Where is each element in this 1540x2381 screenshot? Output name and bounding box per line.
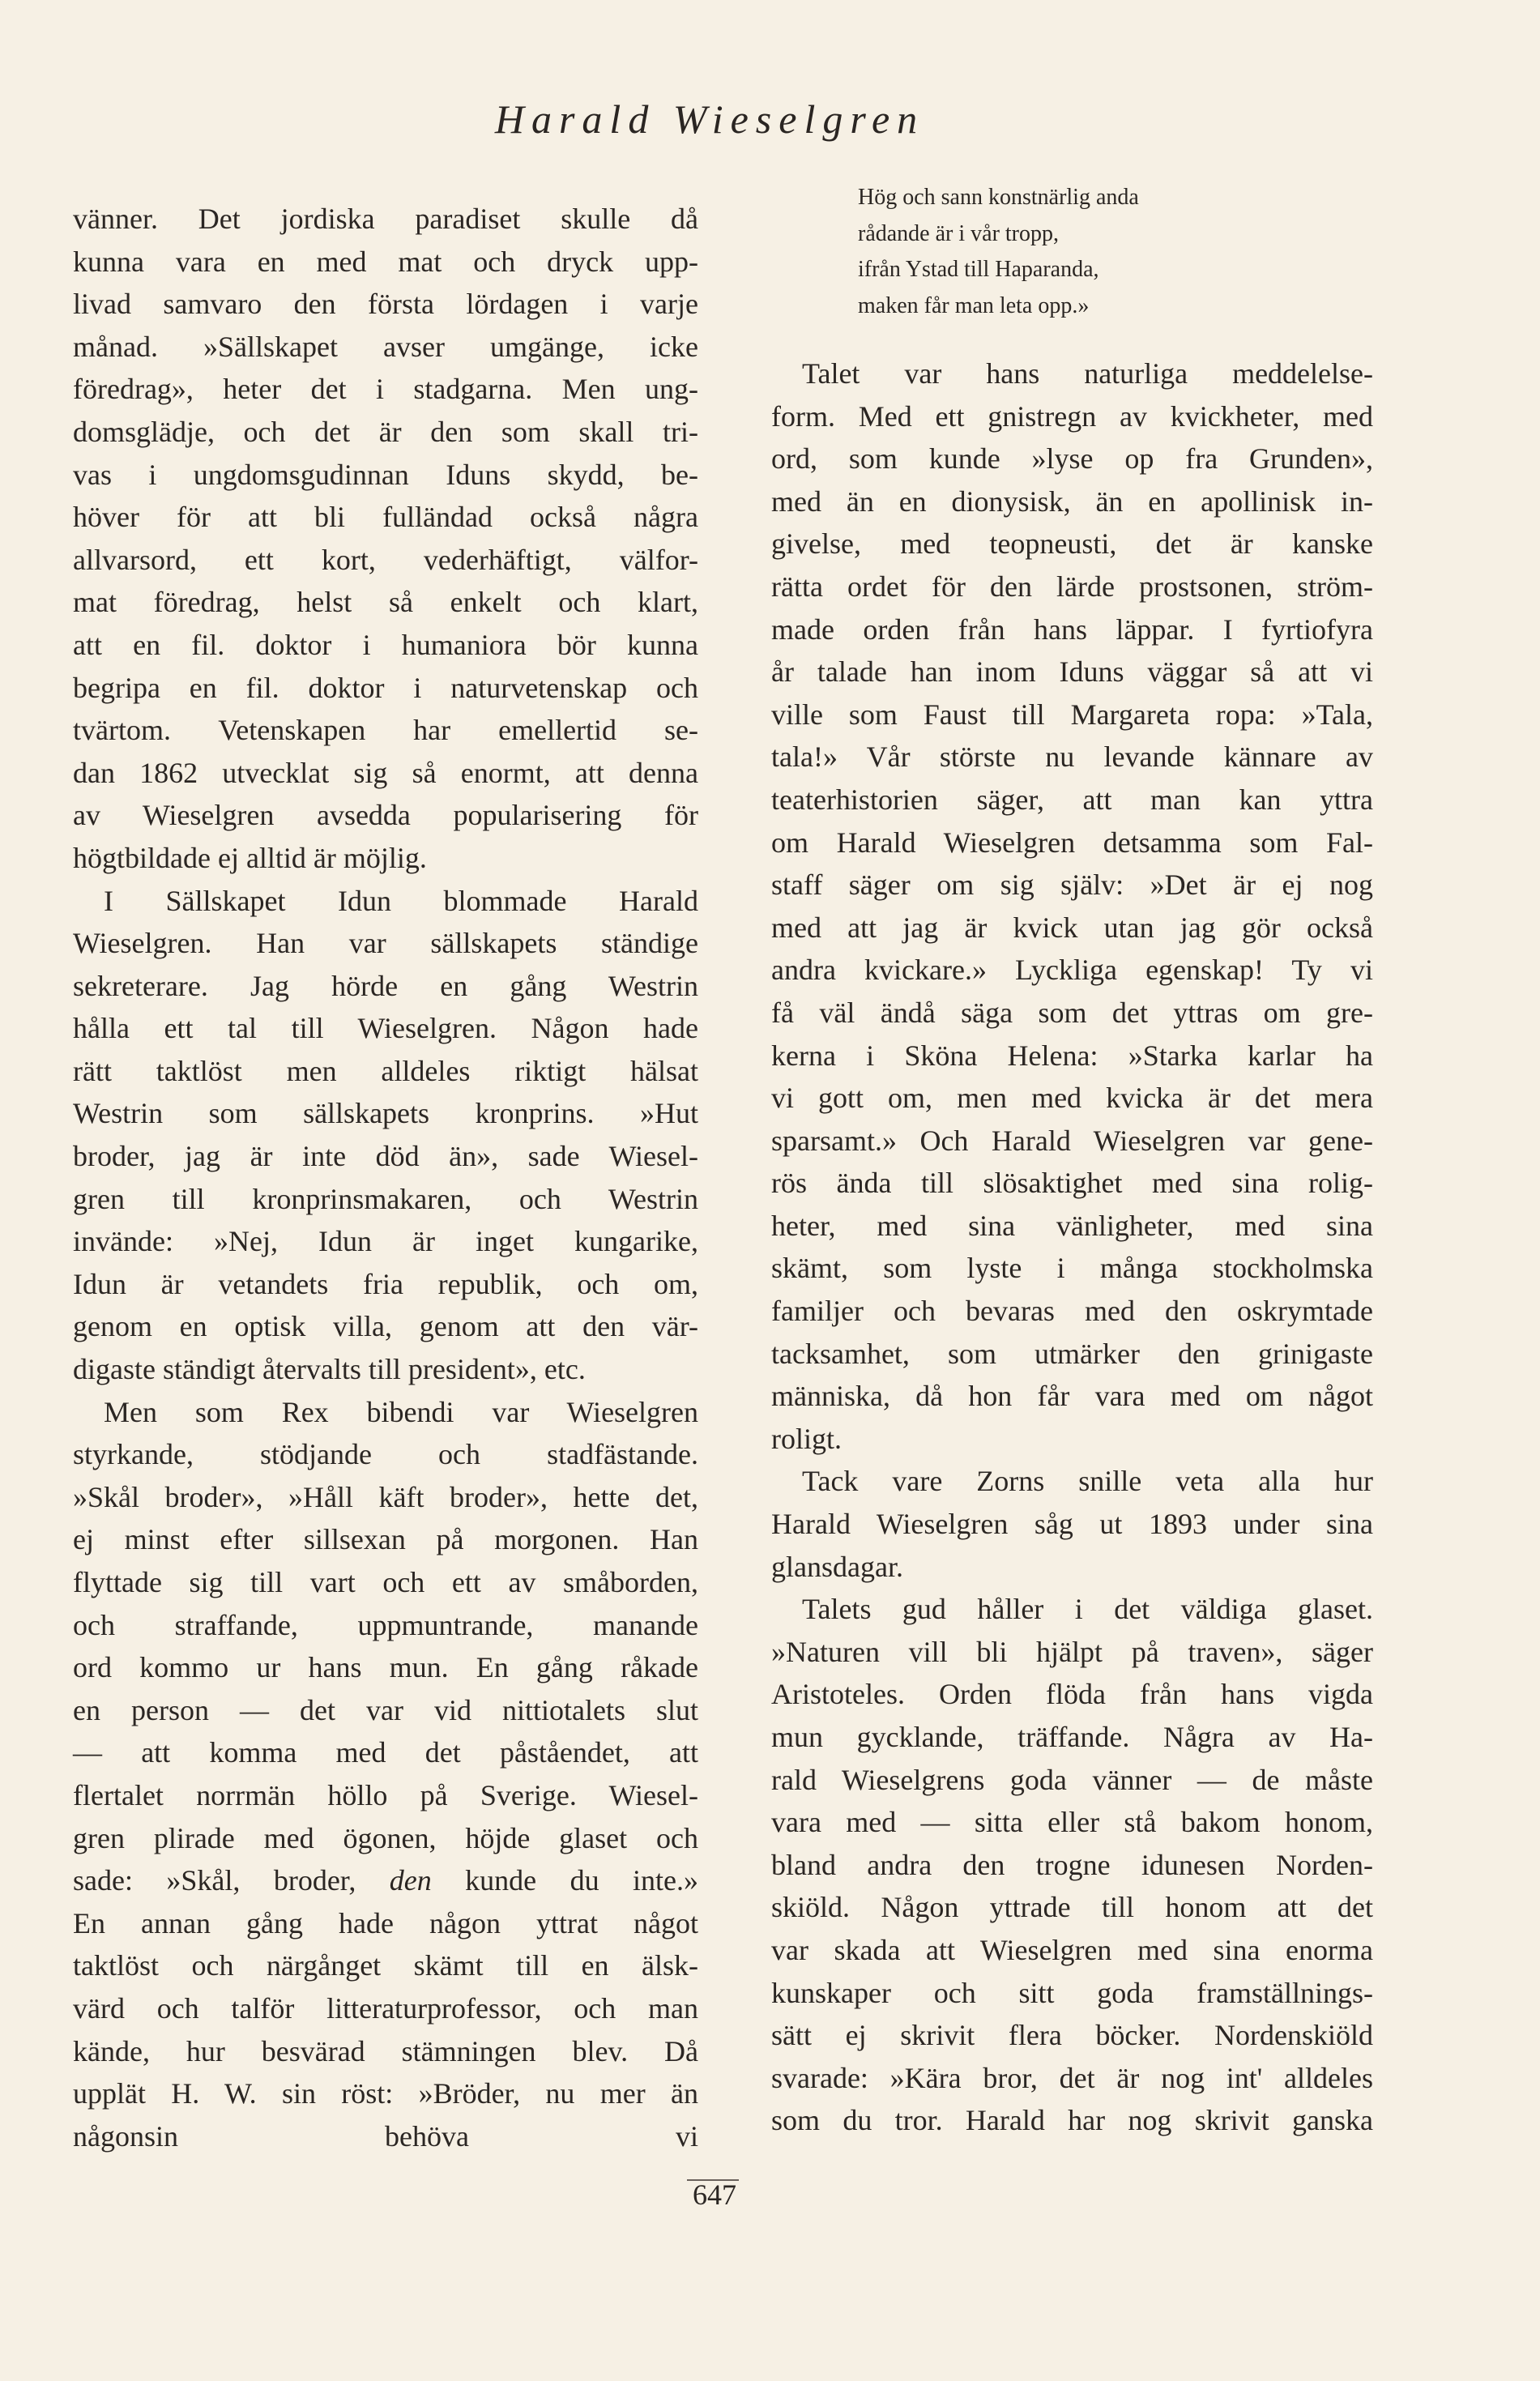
text-line: genom en optisk villa, genom att den vär- [73,1310,698,1343]
text-line: rätt taktlöst men alldeles riktigt hälsat [73,1054,698,1087]
text-line: Aristoteles. Orden flöda från hans vigda [771,1678,1373,1711]
text-line: allvarsord, ett kort, vederhäftigt, välfor- [73,543,698,576]
text-line: år talade han inom Iduns väggar så att vi [771,655,1373,689]
text-line: kände, hur besvärad stämningen blev. Då [73,2034,698,2067]
text-line: sekreterare. Jag hörde en gång Westrin [73,969,698,1002]
text-line: rald Wieselgrens goda vänner — de måste [771,1763,1373,1796]
text-line: glansdagar. [771,1550,903,1583]
text-line [73,1859,698,1902]
text-line: I Sällskapet Idun blommade Harald [104,884,698,917]
paragraph [771,1460,1373,1588]
text-line: om Harald Wieselgren detsamma som Fal- [771,826,1373,859]
text-line: bland andra den trogne idunesen Norden- [771,1848,1373,1881]
text-line: någonsin behöva vi [73,2119,698,2153]
text-line: Talets gud håller i det väldiga glaset. [802,1593,1373,1626]
text-line: »Naturen vill bli hjälpt på traven», säger [771,1635,1373,1668]
text-line: med att jag är kvick utan jag gör också [771,911,1373,944]
text-line: tala!» Vår störste nu levande kännare av [771,740,1373,774]
text-line: teaterhistorien säger, att man kan yttra [771,783,1373,816]
text-line: »Skål broder», »Håll käft broder», hette det, [73,1480,698,1513]
text-line: gren till kronprinsmakaren, och Westrin [73,1182,698,1215]
text-line: vas i ungdomsgudinnan Iduns skydd, be- [73,458,698,491]
text-line: sparsamt.» Och Harald Wieselgren var gene- [771,1124,1373,1157]
text-line: rätta ordet för den lärde prostsonen, ström- [771,570,1373,603]
left-column [73,198,698,2157]
running-title: Harald Wieselgren [494,96,925,142]
text-line: Talet var hans naturliga meddelelse- [802,357,1373,390]
text-line: andra kvickare.» Lyckliga egenskap! Ty vi [771,954,1373,987]
text-line: flyttade sig till vart och ett av småborden, [73,1566,698,1598]
verse-line: maken får man leta opp.» [858,292,1090,318]
text-line: svarade: »Kära bror, det är nog int' alldeles [771,2061,1373,2094]
right-column [771,352,1373,2142]
text-line: vi gott om, men med kvicka är det mera [771,1082,1373,1115]
text-line: Men som Rex bibendi var Wieselgren [104,1395,698,1428]
text-segment: sade: »Skål, broder, [73,1864,390,1897]
text-line: som du tror. Harald har nog skrivit ganska [771,2104,1373,2137]
text-line: att en fil. doktor i humaniora bör kunna [73,628,698,661]
text-line: människa, då hon får vara med om något [771,1380,1373,1413]
text-line: styrkande, stödjande och stadfästande. [73,1438,698,1471]
text-line: Harald Wieselgren såg ut 1893 under sina [771,1508,1373,1541]
text-line: värd och talför litteraturprofessor, och man [73,1991,698,2025]
text-line: upplät H. W. sin röst: »Bröder, nu mer än [73,2077,698,2110]
text-line: begripa en fil. doktor i naturvetenskap och [73,671,698,704]
text-line: skämt, som lyste i många stockholmska [771,1252,1373,1285]
verse-line: Hög och sann konstnärlig anda [858,185,1139,210]
text-line: en person — det var vid nittiotalets slut [73,1693,698,1726]
text-line: digaste ständigt återvalts till president», etc. [73,1353,586,1386]
paragraph [771,352,1373,1460]
text-line: höver för att bli fulländad också några [73,501,698,534]
text-line: gren plirade med ögonen, höjde glaset och [73,1821,698,1854]
italic-emphasis: den [389,1864,432,1897]
text-line: rös ända till slösaktighet med sina rolig- [771,1167,1373,1200]
paragraph [771,1588,1373,2142]
text-line: taktlöst och närgånget skämt till en älsk- [73,1949,698,1982]
text-line: ville som Faust till Margareta ropa: »Tala, [771,698,1373,731]
text-line: föredrag», heter det i stadgarna. Men ung- [73,373,698,406]
paragraph [73,198,698,880]
text-line: familjer och bevaras med den oskrymtade [771,1295,1373,1328]
paragraph [73,880,698,1391]
text-line: av Wieselgren avsedda popularisering för [73,799,698,832]
text-line: staff säger om sig själv: »Det är ej nog [771,868,1373,902]
text-line: tacksamhet, som utmärker den grinigaste [771,1337,1373,1370]
text-line: ord kommo ur hans mun. En gång råkade [73,1651,698,1684]
text-line: tvärtom. Vetenskapen har emellertid se- [73,714,698,747]
text-line: mat föredrag, helst så enkelt och klart, [73,586,698,619]
text-line: var skada att Wieselgren med sina enorma [771,1933,1373,1966]
text-line: Tack vare Zorns snille veta alla hur [802,1465,1373,1498]
text-line: vara med — sitta eller stå bakom honom, [771,1806,1373,1839]
text-line: heter, med sina vänligheter, med sina [771,1209,1373,1242]
text-line: och straffande, uppmuntrande, manande [73,1608,698,1641]
text-line: Westrin som sällskapets kronprins. »Hut [73,1097,698,1130]
text-line: sätt ej skrivit flera böcker. Nordenskiöld [771,2019,1373,2052]
text-line: flertalet norrmän höllo på Sverige. Wiesel- [73,1778,698,1811]
text-line: made orden från hans läppar. I fyrtiofyra [771,612,1373,646]
verse-line: ifrån Ystad till Haparanda, [858,257,1099,283]
text-line: livad samvaro den första lördagen i varje [73,288,698,321]
text-line: kunna vara en med mat och dryck upp- [73,245,698,278]
text-line: kerna i Sköna Helena: »Starka karlar ha [771,1039,1373,1072]
text-line: Idun är vetandets fria republik, och om, [73,1267,698,1300]
verse-line: rådande är i vår tropp, [858,220,1059,246]
text-line: En annan gång hade någon yttrat något [73,1906,698,1939]
text-line: invände: »Nej, Idun är inget kungarike, [73,1225,698,1258]
text-line: vänner. Det jordiska paradiset skulle då [73,203,698,235]
verse-quote [858,180,1139,324]
text-line: kunskaper och sitt goda framställnings- [771,1976,1373,2009]
text-line: — att komma med det påståendet, att [73,1736,698,1769]
text-line: få väl ändå säga som det yttras om gre- [771,996,1373,1029]
text-line: mun gycklande, träffande. Några av Ha- [771,1721,1373,1753]
text-line: skiöld. Någon yttrade till honom att det [771,1891,1373,1924]
text-line: form. Med ett gnistregn av kvickheter, med [771,399,1373,433]
paragraph [73,1391,698,2158]
text-line: ej minst efter sillsexan på morgonen. Han [73,1523,698,1556]
text-line: domsglädje, och det är den som skall tri- [73,415,698,448]
text-line: roligt. [771,1422,842,1455]
text-segment: kunde du inte.» [431,1864,698,1897]
text-line: med än en dionysisk, än en apollinisk in- [771,484,1373,518]
text-line: broder, jag är inte död än», sade Wiesel- [73,1140,698,1173]
text-line: högtbildade ej alltid är möjlig. [73,841,427,874]
text-line: dan 1862 utvecklat sig så enormt, att denna [73,756,698,789]
text-line: ord, som kunde »lyse op fra Grunden», [771,442,1373,476]
text-line: Wieselgren. Han var sällskapets ständige [73,927,698,960]
page-number: 647 [693,2178,736,2211]
text-line: månad. »Sällskapet avser umgänge, icke [73,330,698,363]
text-line: givelse, med teopneusti, det är kanske [771,527,1373,561]
text-line: hålla ett tal till Wieselgren. Någon hade [73,1012,698,1045]
